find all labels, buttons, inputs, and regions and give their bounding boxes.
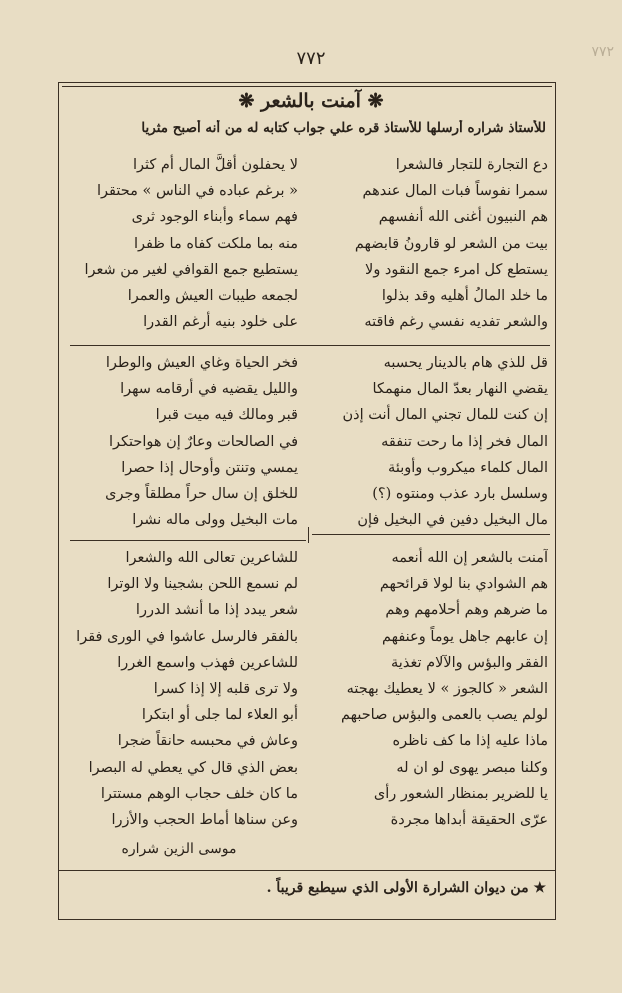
- verse-line: بالفقر فالرسل عاشوا في الورى فقرا: [76, 628, 298, 645]
- verse-line: لجمعه طيبات العيش والعمرا: [127, 287, 298, 304]
- verse-line: مات البخيل وولى ماله نشرا: [132, 512, 298, 529]
- section-2-right-column: [328, 350, 548, 533]
- poet-signature: موسى الزين شراره: [121, 841, 237, 857]
- verse-line: الفقر والبؤس والآلام تغذية: [391, 654, 548, 671]
- section-3-left-column: [74, 545, 298, 833]
- verse-line: المال فخر إذا ما رحت تنفقه: [381, 433, 548, 450]
- verse-line: لولم يصب بالعمى والبؤس صاحبهم: [340, 707, 548, 724]
- verse-line: هم النبيون أغنى الله أنفسهم: [378, 209, 548, 226]
- verse-line: ولا ترى قلبه إلا إذا كسرا: [153, 680, 298, 697]
- verse-line: للخلق إن سال حراً مطلقاً وجرى: [105, 485, 298, 502]
- section-divider: [70, 345, 550, 346]
- verse-line: أبو العلاء لما جلى أو ابتكرا: [141, 707, 298, 724]
- verse-line: يستطع كل امرء جمع النقود ولا: [365, 261, 548, 278]
- verse-line: فخر الحياة وغاي العيش والوطرا: [105, 355, 298, 371]
- poem-subtitle: للأستاذ شراره أرسلها للأستاذ قره علي جواب كتابه له من أنه أصبح مثريا: [141, 120, 546, 136]
- verse-line: المال كلماء ميكروب وأوبئة: [388, 459, 548, 476]
- verse-line: ما كان خلف حجاب الوهم مستترا: [100, 785, 298, 802]
- verse-line: هم الشوادي بنا لولا قرائحهم: [379, 576, 548, 593]
- verse-line: فهم سماء وأبناء الوجود ثرى: [131, 209, 298, 226]
- verse-line: ما ضرهم وهم أحلامهم وهم: [385, 602, 548, 619]
- verse-line: دع التجارة للتجار فالشعرا: [395, 157, 548, 173]
- verse-line: يمسي وتنتن وأوحال إذا حصرا: [121, 459, 298, 476]
- verse-line: منه بما ملكت كفاه ما ظفرا: [134, 235, 298, 252]
- verse-line: ماذا عليه إذا ما كف ناظره: [392, 733, 548, 750]
- verse-line: ما خلد المالُ أهليه وقد بذلوا: [381, 287, 548, 304]
- section-2-left-column: [74, 350, 298, 533]
- verse-line: لم نسمع اللحن بشجينا ولا الوترا: [107, 576, 298, 593]
- page-number: ٧٧٢: [296, 48, 326, 69]
- verse-line: قبر ومالك فيه ميت قبرا: [155, 407, 298, 424]
- verse-line: وعن سناها أماط الحجب والأزرا: [111, 811, 298, 828]
- section-1-left-column: [74, 152, 298, 335]
- verse-line: في الصالحات وعارٌ إن هواحتكرا: [108, 433, 298, 450]
- verse-line: وكلنا مبصر يهوى لو ان له: [396, 759, 548, 776]
- footnote-rule: [58, 870, 556, 871]
- verse-line: آمنت بالشعر إن الله أنعمه: [391, 550, 548, 566]
- verse-line: والشعر تفديه نفسي رغم فاقته: [364, 314, 548, 331]
- verse-line: والليل يقضيه في أرقامه سهرا: [120, 381, 298, 398]
- frame-inner-rule: [62, 86, 552, 87]
- section-divider: [70, 540, 306, 541]
- ghost-page-number: ٧٧٢: [591, 44, 614, 60]
- verse-line: للشاعرين تعالى الله والشعرا: [125, 550, 298, 566]
- verse-line: يقضي النهار بعدّ المال منهمكا: [372, 381, 548, 398]
- poem-title: ❋ آمنت بالشعر ❋: [238, 90, 384, 112]
- verse-line: لا يحفلون أقلَّ المال أم كثرا: [132, 157, 298, 173]
- footnote: ★ من ديوان الشرارة الأولى الذي سيطبع قريباً .: [266, 880, 546, 896]
- verse-line: مال البخيل دفين في البخيل فإن: [357, 512, 548, 529]
- verse-line: وسلسل بارد عذب ومنتوه (؟): [372, 485, 548, 502]
- verse-line: سمرا نفوساً فبات المال عندهم: [362, 183, 548, 200]
- verse-line: بيت من الشعر لو قارونُ قابضهم: [354, 235, 548, 252]
- verse-line: الشعر « كالجوز » لا يعطيك بهجته: [346, 680, 548, 697]
- verse-line: إن كنت للمال تجني المال أنت إذن: [342, 407, 548, 424]
- verse-line: على خلود بنيه أرغم القدرا: [143, 314, 298, 331]
- verse-line: بعض الذي قال كي يعطي له البصرا: [88, 759, 298, 776]
- verse-line: شعر يبدد إذا ما أنشد الدررا: [135, 602, 298, 619]
- verse-line: يستطيع جمع القوافي لغير من شعرا: [84, 261, 298, 278]
- column-rule: [308, 527, 309, 543]
- verse-line: « برغم عباده في الناس » محتقرا: [97, 183, 298, 200]
- verse-line: قل للذي هام بالدينار يحسبه: [383, 355, 548, 371]
- section-3-right-column: [328, 545, 548, 833]
- section-divider: [312, 534, 550, 535]
- verse-line: إن عابهم جاهل يوماً وعنفهم: [382, 628, 548, 645]
- verse-line: للشاعرين فهذب واسمع الغررا: [117, 654, 298, 671]
- verse-line: عرّى الحقيقة أبداها مجردة: [390, 811, 548, 828]
- verse-line: يا للضرير بمنظار الشعور رأى: [373, 785, 548, 802]
- verse-line: وعاش في محبسه حانقاً ضجرا: [117, 733, 298, 750]
- section-1-right-column: [328, 152, 548, 335]
